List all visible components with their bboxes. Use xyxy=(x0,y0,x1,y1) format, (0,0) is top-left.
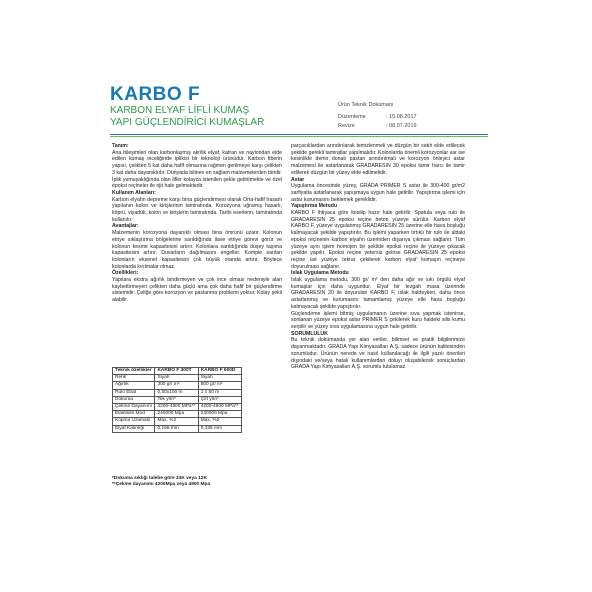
primer-text: Uygulama öncesinde yüzey, GRADA PRIMER S astar ile 300-400 gr/m2 sarfiyatla astarlanarak yapışmaya uygun hale getirilir. Yapıştırma işlemi için astar kurumasını beklemek gereklidir. xyxy=(291,183,465,203)
spec-cell: Max. %2 xyxy=(198,418,241,425)
spec-table xyxy=(112,367,242,433)
spec-table-header-row xyxy=(113,368,242,375)
bonding-method-heading: Yapıştırma Metodu xyxy=(291,203,338,210)
responsibility-text: Bu teknik dokümanda yer alan veriler, bilimsel ve pratik bilgilerimize dayanmaktadır. GRADA Yapı Kimyasalları A.Ş. sadece ürünün kalitesinden sorumludur. Ürünün nerede ve nasıl kullanılacağı ile ilgili yazılı önerileri dışındaki ve/veya hatalı kullanımlardan doluyı oluşabilecek sonuçlardan GRADA Yapı Kimyasalları A.Ş. sorumlu tutulamaz. xyxy=(291,337,465,371)
definition-text: Ana bileşimleri olan karbonlaşmış akrilik elyaf, katran ve naylondan elde edilen kumaş inceliğinde iplikisi bir teknoloji ürünüdür. Karbon fiberin yapısı, çelikten 5 kat daha hafif olmasına rağmen gerilmeye karşı çelikten 3 kat daha dayanıklıdır. Dünyada bilinen en sağlam malzemelerden biridir. İplik yumuşaklığında olan lifler kolayca istenilen şekle getirilmekte ve özel epoksi reçineler ile rijit hale gelmektedir. xyxy=(112,149,282,190)
issued-label: Düzenleme xyxy=(338,114,366,120)
finishing-text: Güçlendirme işlemi bitmiş uygulamanın üzerine sıva yapmak istenirse, sonlanan yüzeye epoksi astar PRIMER S çekilerek kuru haldeki silis kumu serpilir ve yüzey sıva uygulamasına uygun hale getirilir. xyxy=(291,310,465,330)
header-divider-blue xyxy=(110,134,488,135)
spec-cell: Ağırlık xyxy=(113,382,155,389)
spec-table-row xyxy=(113,411,242,418)
spec-cell: Tek yön* xyxy=(155,396,198,403)
spec-cell: 1 x 50 m xyxy=(198,389,241,396)
spec-cell: 4200-4900 MPa** xyxy=(155,404,198,411)
spec-cell: 300 gr/ m² xyxy=(155,382,198,389)
spec-table-row xyxy=(113,404,242,411)
spec-cell: Siyah xyxy=(198,375,241,382)
spec-table-row xyxy=(113,396,242,403)
left-column xyxy=(112,143,282,304)
header-divider xyxy=(110,134,488,137)
spec-table-row xyxy=(113,382,242,389)
spec-cell: Max. %2 xyxy=(155,418,198,425)
preparation-text: parçacıklardan arındırılarak temizlenmeli ve düzgün bir satıh elde edilecek şekilde gerekli tamiratlar yapılmalıdır. Kolonlarda önemli korozyonlar var ise kesinlikle demir donatı pastan arındırılmalı ve korozyon önleyici astar malzemesi ile astarlanarak GRADARESIN 30 epoksi tamir harcı ile tamir edilerek düzgün bir yüzey elde edilmelidir. xyxy=(291,143,465,176)
features-text: Yapılara ekstra ağırlık bindirmeyen ve çok ince olması nedeniyle alan kaybettirmeyen çelikten daha güçlü ama çok daha hafif bir güçlendirme sistemidir. Çeliğe göre korozyon ve paslanma problemi yoktur. Kolay şekil alabilir. xyxy=(112,277,282,304)
usage-heading: Kullanım Alanları: xyxy=(112,189,156,196)
spec-cell: 600 gr/ m² xyxy=(198,382,241,389)
wet-method-heading: Islak Uygulama Metodu xyxy=(291,270,349,277)
spec-cell: Elastisite Mod xyxy=(113,411,155,418)
spec-cell: Dokuma xyxy=(113,396,155,403)
spec-cell: Çift yön* xyxy=(198,396,241,403)
spec-cell: 0,50x100 m xyxy=(155,389,198,396)
spec-cell: 0,335 mm xyxy=(198,425,241,432)
spec-header-cell: KARBO F 600D xyxy=(198,368,241,375)
spec-header-cell: KARBO F 300T xyxy=(155,368,198,375)
usage-text: Karbon elyafın depreme karşı bina güçlendirmesi olarak Orta-hafif hasarlı yapılanın kolon ve kirişlerinin tamiratında. Korozyona uğramış hasarlı, köprü, viyadük, kolon ve kirişlerin tamiratında. Tarihi eserlerin, tamiratında kullanılır. xyxy=(112,196,282,223)
spec-table-row xyxy=(113,425,242,432)
spec-table-row xyxy=(113,418,242,425)
spec-table-row xyxy=(113,389,242,396)
spec-cell: Renk xyxy=(113,375,155,382)
spec-cell: Kopma Uzaması xyxy=(113,418,155,425)
spec-cell: Çekme Dayanımı xyxy=(113,404,155,411)
tensile-footnote: **Çekme dayanımı 4200Mpa veya 4900 Mpa xyxy=(112,482,211,487)
primer-heading: Astar xyxy=(291,176,305,183)
weave-footnote: *Dokuma sıklığı talebe göre 24K veya 12K xyxy=(112,476,207,481)
revision-value: : 08.07.2019 xyxy=(386,123,417,129)
spec-cell: 240000 Mpa xyxy=(198,411,241,418)
product-title: KARBO F xyxy=(110,84,201,105)
spec-cell: Elyaf Kalınlığı xyxy=(113,425,155,432)
right-column xyxy=(291,143,465,371)
spec-cell: Siyah xyxy=(155,375,198,382)
spec-cell: 4200-4900 MPa** xyxy=(198,404,241,411)
product-subtitle-1: KARBON ELYAF LİFLİ KUMAŞ xyxy=(110,105,250,116)
responsibility-heading: SORUMLULUK xyxy=(291,330,328,337)
spec-cell: Rulo Ebat xyxy=(113,389,155,396)
advantages-heading: Avantajlar: xyxy=(112,223,139,230)
spec-cell: 0,166 mm xyxy=(155,425,198,432)
doc-type-label: Ürün Teknik Dokümanı xyxy=(338,102,394,108)
spec-table-row xyxy=(113,375,242,382)
revision-label: Revize xyxy=(338,123,355,129)
definition-heading: Tanım: xyxy=(112,143,129,149)
wet-method-text: Islak uygulama metodu, 300 gr/ m² den daha ağır ve sıkı örgülü elyaf kumaşlar için daha uygundur. Elyaf bir tezgah masa üzerinde GRADARESIN 20 ile doyurulan KARBO F, ıslak haldeyken, daha önce astarlanmış ve kurumasını tamamlamış yüzeye elle hava boşluğu kalmayacak şekilde yapıştırılır. xyxy=(291,277,465,310)
bonding-method-text: KARBO F ihtiyaca göre kesilip hazır hale getirilir. Spatula veya rulo ile GRADARESIN 25 epoksi reçine beton yüzeye sürülür. Karbon elyaf KARBO F, yüzeye uygulanmış GRADARESIN 25 üzerine elle hava boşluğu kalmayacak şekilde yapıştırılır. Bu işlemi yaparken tırtıklı bir rulo ile alttaki epoksi reçinenin karbon elyafın üzerinden dışarıya çıkması sağlanır. Tüm yüzeye aynı işlem homojen bir şekilde epoksi reçine ile yüzeye çıkacak şekilde yapılır. Epoksi reçine yetersiz gelirse GRADARESIN 25 epoksi reçine üst yüzeye tekrar çekilerek karbon elyaf kumaşın reçineye doyurulması sağlanır. xyxy=(291,210,465,270)
spec-header-cell: Teknik özellikler xyxy=(113,368,155,375)
features-heading: Özellikleri: xyxy=(112,270,139,277)
product-subtitle-2: YAPI GÜÇLENDİRİCİ KUMAŞLAR xyxy=(110,117,265,128)
issued-value: : 15.08.2017 xyxy=(386,114,417,120)
header-divider-green xyxy=(110,136,488,137)
advantages-text: Malzemenin korozyona dayanıklı olması bina ömrünü uzatır. Kolonun etriye sıklaştırma bölgelerine sarıldığında ilave etriye görevi görür ve kolonun kesme kapasitesini artırır. Kolonlara sarıldığında düşey taşıma kapasitesini artırır. Duvarların dağılmasını engeller. Komple sarılan kolonların eksenel kapasitesini çok büyük oranda artırır. Böylece kolonlarda kırılmalar olmaz. xyxy=(112,230,282,270)
spec-cell: 240000 Mpa xyxy=(155,411,198,418)
